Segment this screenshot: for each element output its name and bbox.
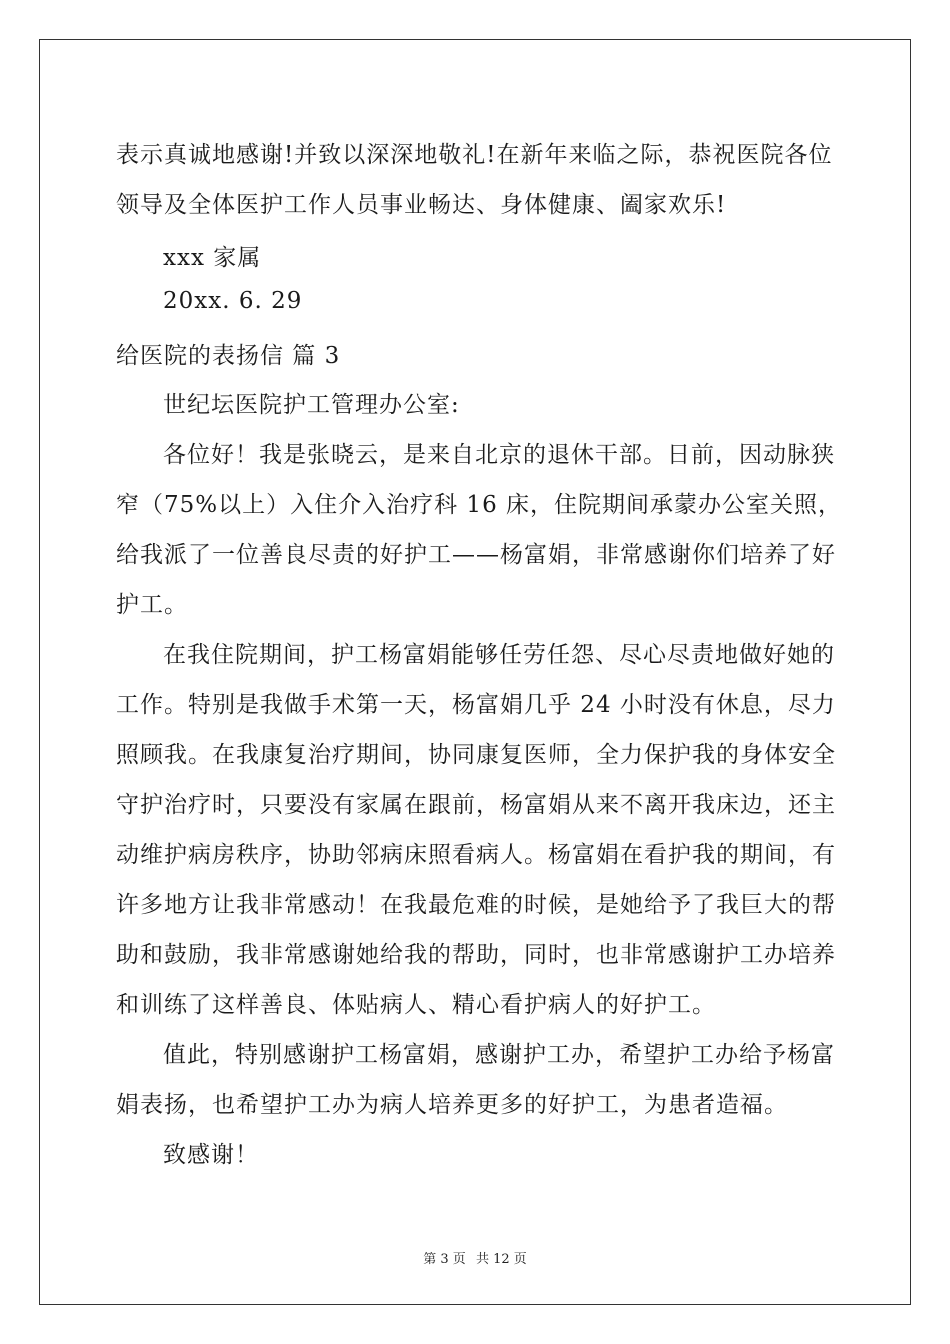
body-line: 守护治疗时，只要没有家属在跟前，杨富娟从来不离开我床边，还主 bbox=[116, 792, 836, 818]
page-footer bbox=[0, 1248, 950, 1267]
signature-date: 20xx. 6. 29 bbox=[163, 288, 303, 314]
section-title: 给医院的表扬信 篇 3 bbox=[116, 343, 341, 369]
body-line: 助和鼓励，我非常感谢她给我的帮助，同时，也非常感谢护工办培养 bbox=[116, 942, 836, 968]
body-line: 照顾我。在我康复治疗期间，协同康复医师，全力保护我的身体安全 bbox=[116, 742, 836, 768]
body-line: 动维护病房秩序，协助邻病床照看病人。杨富娟在看护我的期间，有 bbox=[116, 842, 836, 868]
body-line: 窄（75%以上）入住介入治疗科 16 床，住院期间承蒙办公室关照， bbox=[116, 492, 843, 518]
body-line: 许多地方让我非常感动！在我最危难的时候，是她给予了我巨大的帮 bbox=[116, 892, 836, 918]
signature-family: xxx 家属 bbox=[163, 245, 262, 271]
salutation: 世纪坛医院护工管理办公室: bbox=[163, 392, 460, 418]
body-line: 各位好！我是张晓云，是来自北京的退休干部。日前，因动脉狭 bbox=[163, 442, 835, 468]
body-line: 工作。特别是我做手术第一天，杨富娟几乎 24 小时没有休息，尽力 bbox=[116, 692, 836, 718]
page-number: 第 3 页 bbox=[423, 1252, 466, 1267]
body-line: 娟表扬，也希望护工办为病人培养更多的好护工，为患者造福。 bbox=[116, 1092, 788, 1118]
closing-line: 致感谢！ bbox=[163, 1142, 259, 1168]
body-line: 在我住院期间，护工杨富娟能够任劳任怨、尽心尽责地做好她的 bbox=[163, 642, 835, 668]
page-total: 共 12 页 bbox=[475, 1252, 527, 1267]
body-line: 值此，特别感谢护工杨富娟，感谢护工办，希望护工办给予杨富 bbox=[163, 1042, 835, 1068]
body-line: 和训练了这样善良、体贴病人、精心看护病人的好护工。 bbox=[116, 992, 716, 1018]
body-line: 护工。 bbox=[116, 592, 188, 618]
body-line: 给我派了一位善良尽责的好护工——杨富娟，非常感谢你们培养了好 bbox=[116, 542, 836, 568]
body-line: 领导及全体医护工作人员事业畅达、身体健康、阖家欢乐! bbox=[116, 192, 727, 218]
body-line: 表示真诚地感谢!并致以深深地敬礼!在新年来临之际，恭祝医院各位 bbox=[116, 142, 833, 168]
